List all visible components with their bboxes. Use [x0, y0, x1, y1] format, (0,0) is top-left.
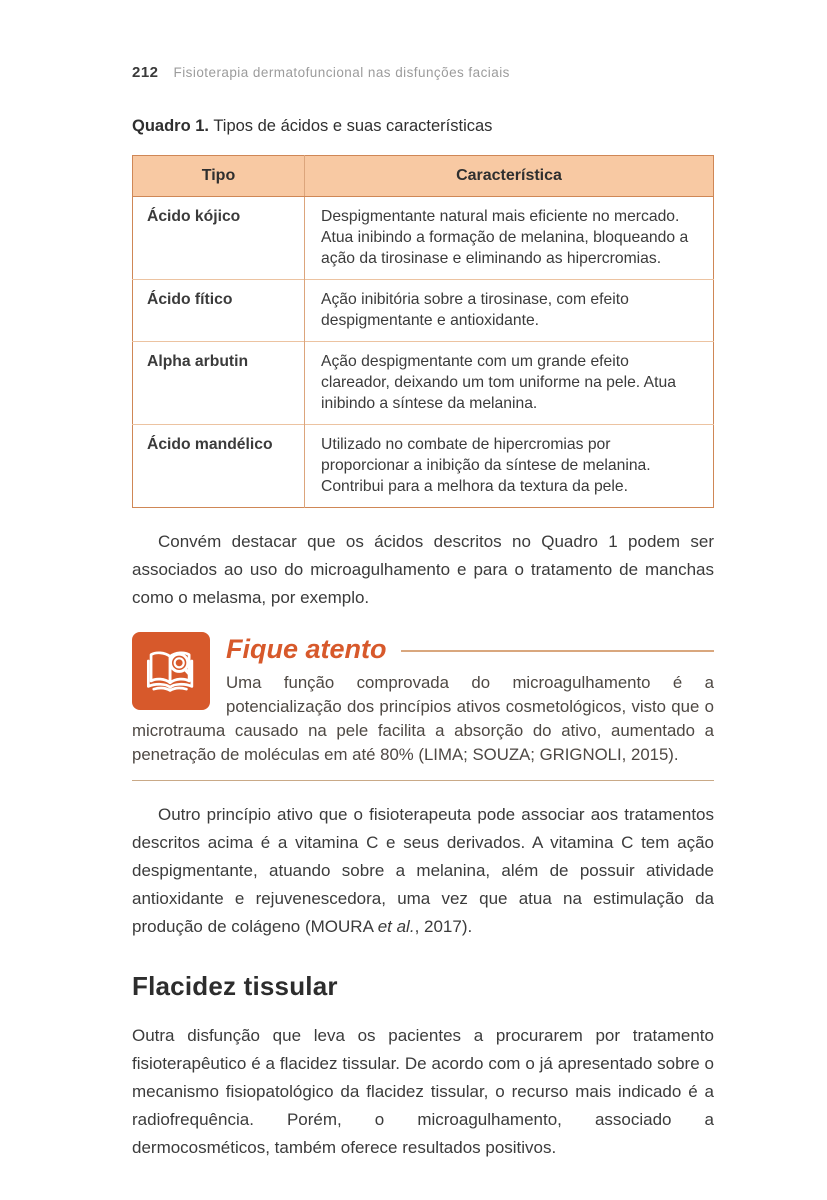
acids-table-body — [133, 197, 714, 508]
paragraph-flacidez: Outra disfunção que leva os pacientes a procurarem por tratamento fisioterapêutico é a flacidez tissular. De acordo com o já apresentado sobre o mecanismo fisiopatológico da flacidez tissular, o recurso mais indicado é a radiofrequência. Porém, o microagulhamento, associado a dermocosméticos, também oferece resultados positivos. — [132, 1026, 714, 1157]
acid-name: Ácido mandélico — [133, 425, 305, 508]
acid-description: Ação inibitória sobre a tirosinase, com efeito despigmentante e antioxidante. — [305, 280, 714, 342]
callout-text: Uma função comprovada do microagulhamento é a potencialização dos princípios ativos cosmetológicos, visto que o microtrauma causado na pele facilita a absorção do ativo, aumentado a penetração de moléculas em até 80% (LIMA; SOUZA; GRIGNOLI, 2015). — [132, 673, 714, 764]
table-caption-text: Tipos de ácidos e suas características — [213, 117, 493, 135]
acids-table — [132, 155, 714, 508]
acid-name: Alpha arbutin — [133, 342, 305, 425]
table-header-row — [133, 156, 714, 197]
table-row — [133, 425, 714, 508]
page-number: 212 — [132, 64, 159, 81]
running-title: Fisioterapia dermatofuncional nas disfunções faciais — [173, 65, 510, 80]
acids-table-head — [133, 156, 714, 197]
et-al-italic: et al. — [377, 917, 415, 936]
callout-title: Fique atento — [226, 633, 387, 664]
fique-atento-callout — [132, 632, 714, 767]
paragraph-text: Outro princípio ativo que o fisioterapeuta pode associar aos tratamentos descritos acima é a vitamina C e seus derivados. A vitamina C tem ação despigmentante, atuando sobre a melanina, além de possuir atividade antioxidante e rejuvenescedora, uma vez que atua na estimulação da produção de colágeno (MOURA — [132, 805, 714, 936]
running-header — [132, 64, 714, 81]
table-caption — [132, 117, 714, 136]
table-row — [133, 197, 714, 280]
paragraph-vitamin-c — [132, 801, 714, 941]
table-row — [133, 280, 714, 342]
acid-description: Ação despigmentante com um grande efeito clareador, deixando um tom uniforme na pele. Atua inibindo a síntese da melanina. — [305, 342, 714, 425]
table-row — [133, 342, 714, 425]
paragraph-acids-note: Convém destacar que os ácidos descritos no Quadro 1 podem ser associados ao uso do microagulhamento e para o tratamento de manchas como o melasma, por exemplo. — [132, 532, 714, 607]
paragraph-text: , 2017). — [414, 917, 473, 936]
acid-description: Despigmentante natural mais eficiente no mercado. Atua inibindo a formação de melanina, bloqueando a ação da tirosinase e eliminando as hipercromias. — [321, 208, 689, 267]
column-header-tipo: Tipo — [133, 156, 305, 197]
section-heading-flacidez: Flacidez tissular — [132, 971, 338, 1001]
acid-name: Ácido fítico — [133, 280, 305, 342]
book-magnifier-icon — [132, 632, 210, 710]
callout-title-row — [226, 632, 714, 666]
section-divider — [132, 780, 714, 781]
column-header-caracteristica: Característica — [305, 156, 714, 197]
callout-title-rule — [401, 650, 715, 652]
page-content — [132, 0, 714, 1162]
acid-description: Utilizado no combate de hipercromias por proporcionar a inibição da síntese de melanina. Contribui para a melhora da textura da pele. — [305, 425, 714, 508]
table-caption-label: Quadro 1. — [132, 117, 210, 135]
acid-name: Ácido kójico — [133, 197, 305, 280]
